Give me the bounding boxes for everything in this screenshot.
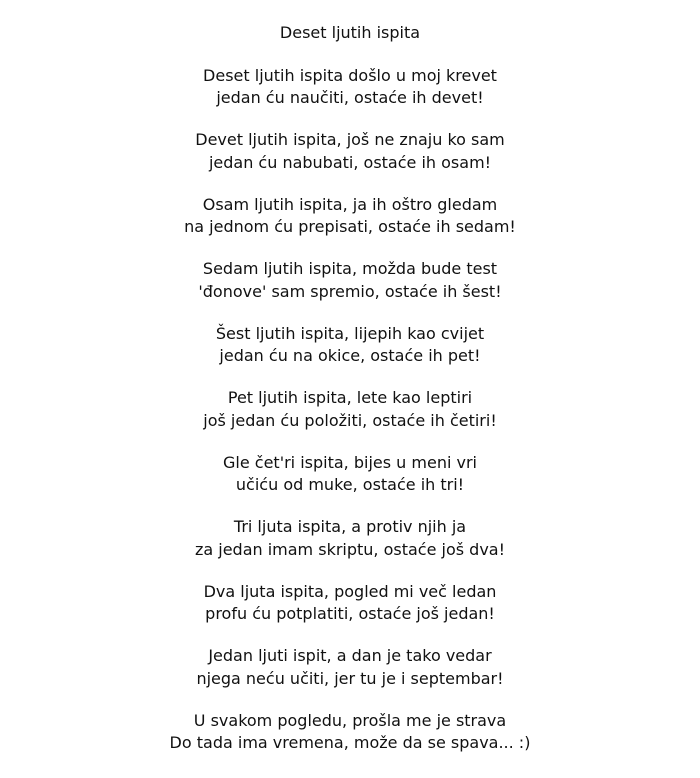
stanza-8 <box>0 516 700 561</box>
poem-line: Dva ljuta ispita, pogled mi več ledan <box>203 581 497 601</box>
stanza-4 <box>0 258 700 303</box>
stanza-1 <box>0 65 700 110</box>
poem-line: njega neću učiti, jer tu je i septembar! <box>196 668 504 688</box>
poem-line: Deset ljutih ispita došlo u moj krevet <box>203 65 497 85</box>
stanza-5 <box>0 323 700 368</box>
poem-line: jedan ću nabubati, ostaće ih osam! <box>208 152 492 172</box>
poem-line: 'đonove' sam spremio, ostaće ih šest! <box>198 281 502 301</box>
poem-line: Jedan ljuti ispit, a dan je tako vedar <box>208 646 492 665</box>
poem-line: Do tada ima vremena, može da se spava... :) <box>169 733 531 752</box>
poem-line: Gle čet'ri ispita, bijes u meni vri <box>223 452 477 472</box>
stanza-10 <box>0 645 700 690</box>
poem-line: Šest ljutih ispita, lijepih kao cvijet <box>215 323 485 343</box>
poem-line: Osam ljutih ispita, ja ih oštro gledam <box>202 194 498 214</box>
poem-line: Sedam ljutih ispita, možda bude test <box>202 259 498 278</box>
poem-line: U svakom pogledu, prošla me je strava <box>193 710 507 730</box>
poem-title: Deset ljutih ispita <box>279 23 421 42</box>
poem <box>0 22 700 774</box>
poem-line: na jednom ću prepisati, ostaće ih sedam! <box>184 217 516 236</box>
stanza-9 <box>0 581 700 626</box>
poem-line: učiću od muke, ostaće ih tri! <box>235 475 465 494</box>
stanza-2 <box>0 129 700 174</box>
poem-line: još jedan ću položiti, ostaće ih četiri! <box>203 410 497 430</box>
stanza-6 <box>0 387 700 432</box>
stanza-3 <box>0 194 700 239</box>
poem-line: profu ću potplatiti, ostaće još jedan! <box>205 604 495 623</box>
stanza-11 <box>0 710 700 755</box>
poem-line: jedan ću naučiti, ostaće ih devet! <box>216 88 484 107</box>
poem-line: Tri ljuta ispita, a protiv njih ja <box>233 517 467 536</box>
poem-line: za jedan imam skriptu, ostaće još dva! <box>194 539 506 559</box>
stanza-7 <box>0 452 700 497</box>
poem-line: Pet ljutih ispita, lete kao leptiri <box>227 388 473 407</box>
poem-line: Devet ljutih ispita, još ne znaju ko sam <box>195 130 505 149</box>
poem-line: jedan ću na okice, ostaće ih pet! <box>219 346 481 365</box>
